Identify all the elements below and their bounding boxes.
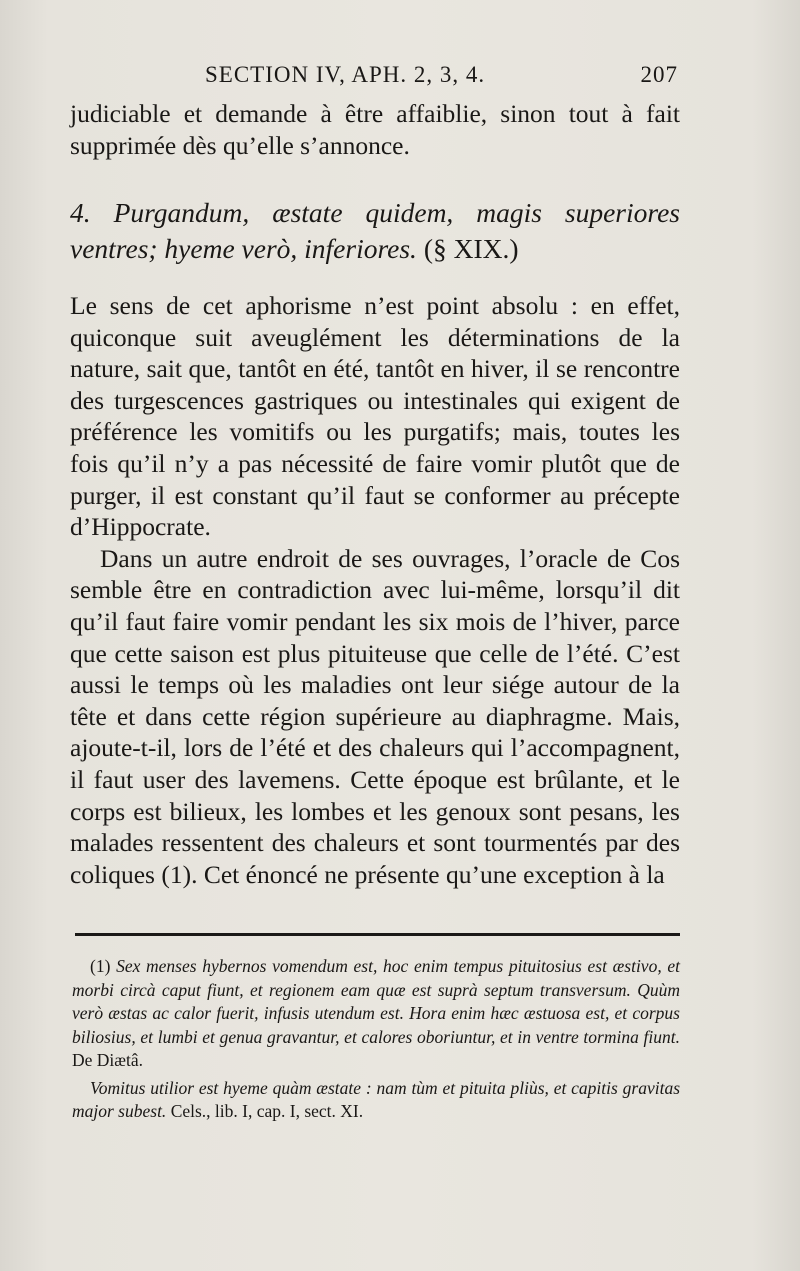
footnotes [72,955,680,1128]
page-number: 207 [640,62,678,87]
continuation-text [70,98,680,161]
aphorism-paragraph [70,195,680,267]
body-paragraph: Dans un autre endroit de ses ouvrages, l’oracle de Cos semble être en contradiction avec lui-même, lorsqu’il dit qu’il faut faire vomir pendant les six mois de l’hiver, parce que cette saison est plus pituiteuse que celle de l’été. C’est aussi le temps où les maladies ont leur siége autour de la tête et dans cette région supérieure au diaphragme. Mais, ajoute-t-il, lors de l’été et des chaleurs qui l’accompagnent, il faut user des lavemens. Cette époque est brûlante, et le corps est bilieux, les lombes et les genoux sont pesans, les malades ressentent des chaleurs et sont tourmentés par des coliques (1). Cet énoncé ne présente qu’une exception à la [70,543,680,889]
body-paragraph: Le sens de cet aphorisme n’est point absolu : en effet, quiconque suit aveuglément les déterminations de la nature, sait que, tantôt en été, tantôt en hiver, il se rencontre des turgescences gastriques ou intestinales qui exigent de préférence les vomitifs ou les purgatifs; mais, toutes les fois qu’il n’y a pas nécessité de faire vomir plutôt que de purger, il est constant qu’il faut se conformer au précepte d’Hippocrate. [70,291,680,542]
aphorism-text: 4. Purgandum, æstate quidem, magis superiores ventres; hyeme verò, inferiores. [70,197,680,264]
footnote [72,955,680,1073]
header-title: SECTION IV, APH. 2, 3, 4. [205,62,486,87]
aphorism-reference: (§ XIX.) [423,233,519,264]
running-header [205,62,678,96]
footnote-text: Sex menses hybernos vomendum est, hoc enim tempus pituitosius est æstivo, et morbi circà caput fiunt, et regionem eam quæ est suprà septum transversum. Quùm verò æstas ac calor fuerit, infusis utendum est. Hora enim hæc æstuosa est, et corpus biliosius, et lumbi et genua gravantur, et calores oboriuntur, et in ventre tormina fiunt. [72,956,680,1047]
footnote-marker: (1) [90,956,111,976]
footnote [72,1077,680,1124]
commentary-body [70,290,680,890]
aphorism [70,195,680,267]
footnote-source: De Diætâ. [72,1050,143,1070]
footnote-divider [75,933,680,936]
footnote-text: Vomitus utilior est hyeme quàm æstate : nam tùm et pituita pliùs, et capitis gravitas major subest. [72,1077,680,1121]
continuation-paragraph: judiciable et demande à être affaiblie, sinon tout à fait supprimée dès qu’elle s’annonce. [70,99,680,160]
footnote-source: Cels., lib. I, cap. I, sect. XI. [170,1101,364,1121]
